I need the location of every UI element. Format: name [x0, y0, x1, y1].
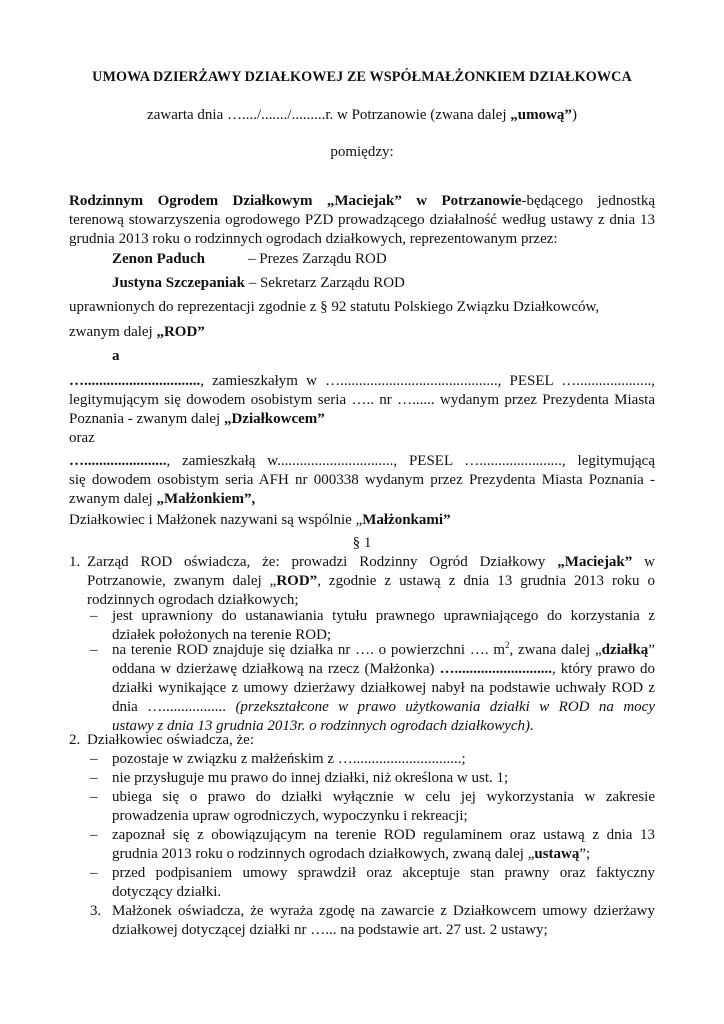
rod-party-line-2: terenową stowarzyszenia ogrodowego PZD prowadzącego działalność według ustawy z dnia 13: [69, 212, 655, 228]
p2-b4-line-2: [112, 845, 655, 864]
dash-icon: –: [90, 789, 98, 805]
contract-date-suffix: ): [571, 107, 577, 123]
between-label: pomiędzy:: [330, 144, 394, 160]
gardener-called-prefix: Poznania - zwanym dalej: [69, 411, 224, 427]
gardener-line-1: [69, 372, 655, 391]
rod-called-term: „ROD”: [156, 324, 205, 340]
spouse-line-1: [69, 452, 655, 471]
rod-called-prefix: zwanym dalej: [69, 324, 157, 340]
p2-b4-line-1: zapoznał się z obowiązującym na terenie ROD regulaminem oraz ustawą z dnia 13: [112, 827, 655, 843]
jointly-term: Małżonkami”: [362, 512, 451, 528]
rep2-role-text: – Sekretarz Zarządu ROD: [244, 275, 405, 291]
p2-b4-l2-suffix: ”;: [579, 846, 591, 862]
point-2-bullet-1: pozostaje w związku z małżeńskim z ….............................;: [112, 751, 466, 767]
point-2-number: 2.: [69, 732, 81, 748]
gardener-line-1-rest: , zamieszkałym w ….........................................., PESEL …....................,: [200, 373, 655, 389]
p1-b2-line-3: działki wynikające z umowy dzierżawy działkowej nabył na podstawie uchwały ROD z: [112, 680, 655, 696]
contract-term: „umową”: [510, 107, 572, 123]
p1-line1-suffix: w: [632, 554, 655, 570]
dash-icon: –: [90, 608, 98, 624]
dash-icon: –: [90, 770, 98, 786]
p1-b2-l1-suffix: ”: [648, 642, 655, 658]
gardener-name-blank: …...............................: [69, 373, 201, 389]
rod-party-line-3: grudnia 2013 roku o rodzinnych ogrodach działkowych, reprezentowanym przez:: [69, 231, 558, 247]
spouse-called-prefix: zwanym dalej: [69, 491, 157, 507]
spouse-line-2: się dowodem osobistym seria AFH nr 000338 wydanym przez Prezydenta Miasta Poznania -: [69, 472, 655, 488]
and-label: [112, 347, 120, 366]
spouse-line-1-rest: , zamieszkałą w..............................., PESEL …......................, legitymującą: [166, 453, 655, 469]
p1-garden-name: „Maciejak”: [557, 554, 633, 570]
jointly-line: [69, 511, 451, 530]
p1-rod-term: ROD”: [276, 573, 318, 589]
gardener-called-term: „Działkowcem”: [223, 411, 325, 427]
p1-b2-l2-suffix: , który prawo do: [552, 661, 655, 677]
law-term: ustawą: [534, 846, 580, 862]
p3-line-2: działkowej dotyczącej działki nr …... na podstawie art. 27 ust. 2 ustawy;: [112, 922, 548, 938]
p1-b2-l1-prefix: na terenie ROD znajduje się działka nr …. o powierzchni …. m: [112, 642, 505, 658]
dash-icon: –: [90, 751, 98, 767]
spouse-name-blank: …......................: [69, 453, 167, 469]
gardener-line-2: legitymującym się dowodem osobistym seria ….. nr …...... wydanym przez Prezydenta Miasta: [69, 392, 655, 408]
spouse-blank: …..........................: [439, 661, 553, 677]
point-1-line-2: [87, 572, 655, 591]
p2-b5-line-1: przed podpisaniem umowy sprawdził oraz akceptuje stan prawny oraz faktyczny: [112, 865, 655, 881]
rod-party-line-1-rest: -będącego jednostką: [521, 193, 655, 209]
spouse-paragraph: [69, 452, 655, 509]
point-3-paragraph: [112, 902, 655, 940]
rod-party-paragraph: [69, 192, 655, 249]
p1-b1-line-1: jest uprawniony do ustanawiania tytułu prawnego uprawniającego do korzystania z: [112, 608, 655, 624]
rod-called-line: [69, 323, 205, 342]
point-1-paragraph: [87, 553, 655, 610]
p2-b3-line-1: ubiega się o prawo do działki wyłącznie w celu jej wykorzystania w zakresie: [112, 789, 655, 805]
point-2-bullet-4: [112, 826, 655, 864]
p1-b1-line-2: działek położonych na terenie ROD;: [112, 627, 332, 643]
area-unit-superscript: 2: [505, 640, 510, 650]
p1-b2-l4-italic: (przekształcone w prawo użytkowania działki w ROD na mocy: [235, 699, 655, 715]
representative-2: [112, 274, 405, 293]
point-1-line-1: [87, 553, 655, 572]
p1-b2-line-2: [112, 660, 655, 679]
p1-b2-l1-mid: , zwana dalej „: [509, 642, 602, 658]
contract-date-line: [0, 106, 724, 125]
spouse-called-term: „Małżonkiem”,: [156, 491, 256, 507]
p2-b3-line-2: prowadzenia upraw ogrodniczych, wypoczynku i rekreacji;: [112, 808, 468, 824]
point-2-bullet-3: [112, 788, 655, 826]
rep1-name-text: Zenon Paduch: [112, 251, 205, 267]
p1-b2-l2-prefix: oddana w dzierżawę działkową na rzecz (Małżonka): [112, 661, 440, 677]
point-2-bullet-5: [112, 864, 655, 902]
representative-1-name: [112, 250, 205, 269]
p1-b2-line-4: [112, 698, 655, 717]
jointly-prefix: Działkowiec i Małżonek nazywani są wspólnie „: [69, 512, 363, 528]
p1-line2-suffix: , zgodnie z ustawą z dnia 13 grudnia 2013 roku o: [317, 573, 655, 589]
rod-name: Rodzinnym Ogrodem Działkowym „Maciejak” w Potrzanowie: [69, 193, 522, 209]
spouse-line-3: [69, 490, 655, 509]
contract-date-text: zawarta dnia …..../......./.........r. w Potrzanowie (zwana dalej: [147, 107, 511, 123]
p2-b4-l2-prefix: grudnia 2013 roku o rodzinnych ogrodach działkowych, zwaną dalej „: [112, 846, 535, 862]
and-label-text: a: [112, 348, 120, 364]
point-1-number: 1.: [69, 554, 81, 570]
dash-icon: –: [90, 865, 98, 881]
gardener-paragraph: [69, 372, 655, 429]
oraz-label: oraz: [69, 430, 95, 446]
plot-term: działką: [601, 642, 649, 658]
representative-1-role: – Prezes Zarządu ROD: [248, 251, 387, 267]
section-heading: § 1: [352, 535, 372, 551]
p3-line-1: Małżonek oświadcza, że wyraża zgodę na zawarcie z Działkowcem umowy dzierżawy: [112, 903, 655, 919]
point-1-bullet-1: [112, 607, 655, 645]
p1-line2-prefix: Potrzanowie, zwanym dalej „: [87, 573, 277, 589]
document-title: UMOWA DZIERŻAWY DZIAŁKOWEJ ZE WSPÓŁMAŁŻONKIEM DZIAŁKOWCA: [92, 69, 632, 85]
point-2-heading: Działkowiec oświadcza, że:: [87, 732, 254, 748]
p2-b5-line-2: dotyczący działki.: [112, 884, 222, 900]
point-1-line-3: rodzinnych ogrodach działkowych;: [87, 592, 299, 608]
p1-b2-l4-prefix: dnia ….................: [112, 699, 236, 715]
authorization-line: uprawnionych do reprezentacji zgodnie z § 92 statutu Polskiego Związku Działkowców,: [69, 299, 600, 315]
dash-icon: –: [90, 642, 98, 658]
point-2-bullet-2: nie przysługuje mu prawo do innej działki, niż określona w ust. 1;: [112, 770, 509, 786]
point-3-number: 3.: [90, 903, 102, 919]
p1-line1-prefix: Zarząd ROD oświadcza, że: prowadzi Rodzinny Ogród Działkowy: [87, 554, 558, 570]
p1-b2-l5-italic: ustawy z dnia 13 grudnia 2013r. o rodzinnych ogrodach działkowych).: [112, 718, 534, 734]
p1-b2-line-1: [112, 641, 655, 660]
rep2-name-text: Justyna Szczepaniak: [112, 275, 245, 291]
dash-icon: –: [90, 827, 98, 843]
rod-party-line-1: [69, 192, 655, 211]
gardener-line-3: [69, 410, 655, 429]
point-1-bullet-2: [112, 641, 655, 736]
